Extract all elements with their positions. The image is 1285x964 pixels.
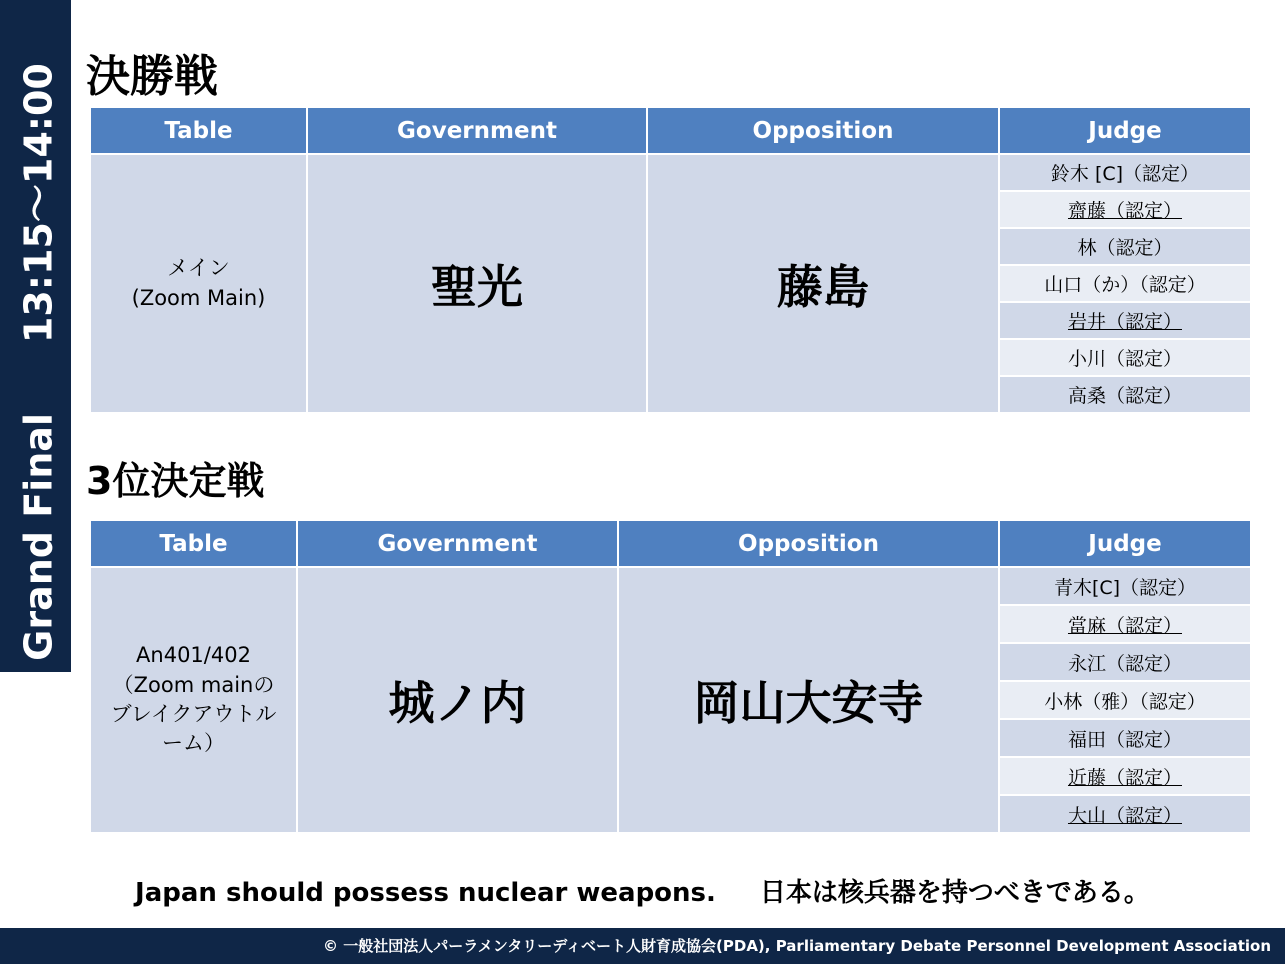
final-judge xyxy=(999,339,1251,376)
third-judge-name: 近藤（認定） xyxy=(1067,766,1182,789)
third-government-team: 城ノ内 xyxy=(297,567,618,833)
final-table xyxy=(89,108,1252,414)
final-judge xyxy=(999,228,1251,265)
sidebar-label xyxy=(8,63,63,661)
final-opposition-team: 藤島 xyxy=(647,154,999,413)
final-judge xyxy=(999,376,1251,413)
final-table-line: メイン xyxy=(167,256,230,281)
time-label: 13:15～14:00 xyxy=(16,63,61,344)
third-place-table xyxy=(89,521,1252,834)
final-judge xyxy=(999,265,1251,302)
header-judge: Judge xyxy=(999,108,1251,154)
final-title: 決勝戦 xyxy=(86,51,218,102)
final-government-team: 聖光 xyxy=(307,154,647,413)
final-table-name xyxy=(90,154,307,413)
third-judge-name: 永江（認定） xyxy=(1067,652,1182,675)
header-opposition: Opposition xyxy=(647,108,999,154)
third-judge-name: 大山（認定） xyxy=(1067,804,1182,827)
header-government: Government xyxy=(297,521,618,567)
third-row xyxy=(90,567,1251,605)
final-judge-name: 岩井（認定） xyxy=(1067,311,1182,333)
third-judge xyxy=(999,567,1251,605)
third-table-line: （Zoom mainのブレイクアウトルーム） xyxy=(110,672,277,756)
final-judge-name: 齋藤（認定） xyxy=(1067,200,1182,222)
footer-copyright: © 一般社団法人パーラメンタリーディベート人財育成協会(PDA), Parliamentary Debate Personnel Development Association xyxy=(0,928,1285,964)
third-judge xyxy=(999,643,1251,681)
final-table-line: (Zoom Main) xyxy=(131,285,266,310)
header-table: Table xyxy=(90,108,307,154)
third-judge-name: 福田（認定） xyxy=(1067,728,1182,751)
third-place-title: 3位決定戦 xyxy=(86,459,265,503)
third-judge-name: 小林（雅）（認定） xyxy=(1044,690,1206,713)
final-judge-name: 山口（か）（認定） xyxy=(1044,274,1206,296)
motion-english: Japan should possess nuclear weapons. xyxy=(135,878,716,908)
header-opposition: Opposition xyxy=(618,521,999,567)
final-judge xyxy=(999,154,1251,191)
sidebar xyxy=(0,0,71,672)
third-judge xyxy=(999,795,1251,833)
header-table: Table xyxy=(90,521,297,567)
final-judge xyxy=(999,191,1251,228)
final-judge-name: 高桑（認定） xyxy=(1067,385,1182,407)
third-judge xyxy=(999,681,1251,719)
third-judge xyxy=(999,719,1251,757)
third-opposition-team: 岡山大安寺 xyxy=(618,567,999,833)
third-header-row xyxy=(90,521,1251,567)
final-header-row xyxy=(90,108,1251,154)
motion xyxy=(0,872,1285,909)
final-judge-name: 林（認定） xyxy=(1077,237,1173,259)
round-label: Grand Final xyxy=(16,413,61,661)
motion-japanese: 日本は核兵器を持つべきである。 xyxy=(759,878,1150,908)
third-judge-name: 青木[C]（認定） xyxy=(1053,576,1197,599)
third-table-line: An401/402 xyxy=(136,643,251,668)
final-row xyxy=(90,154,1251,191)
third-judge-name: 當麻（認定） xyxy=(1067,614,1182,637)
final-judge-name: 小川（認定） xyxy=(1067,348,1182,370)
third-table-name xyxy=(90,567,297,833)
final-judge-name: 鈴木 [C]（認定） xyxy=(1050,163,1200,185)
header-government: Government xyxy=(307,108,647,154)
header-judge: Judge xyxy=(999,521,1251,567)
final-judge xyxy=(999,302,1251,339)
third-judge xyxy=(999,757,1251,795)
third-judge xyxy=(999,605,1251,643)
